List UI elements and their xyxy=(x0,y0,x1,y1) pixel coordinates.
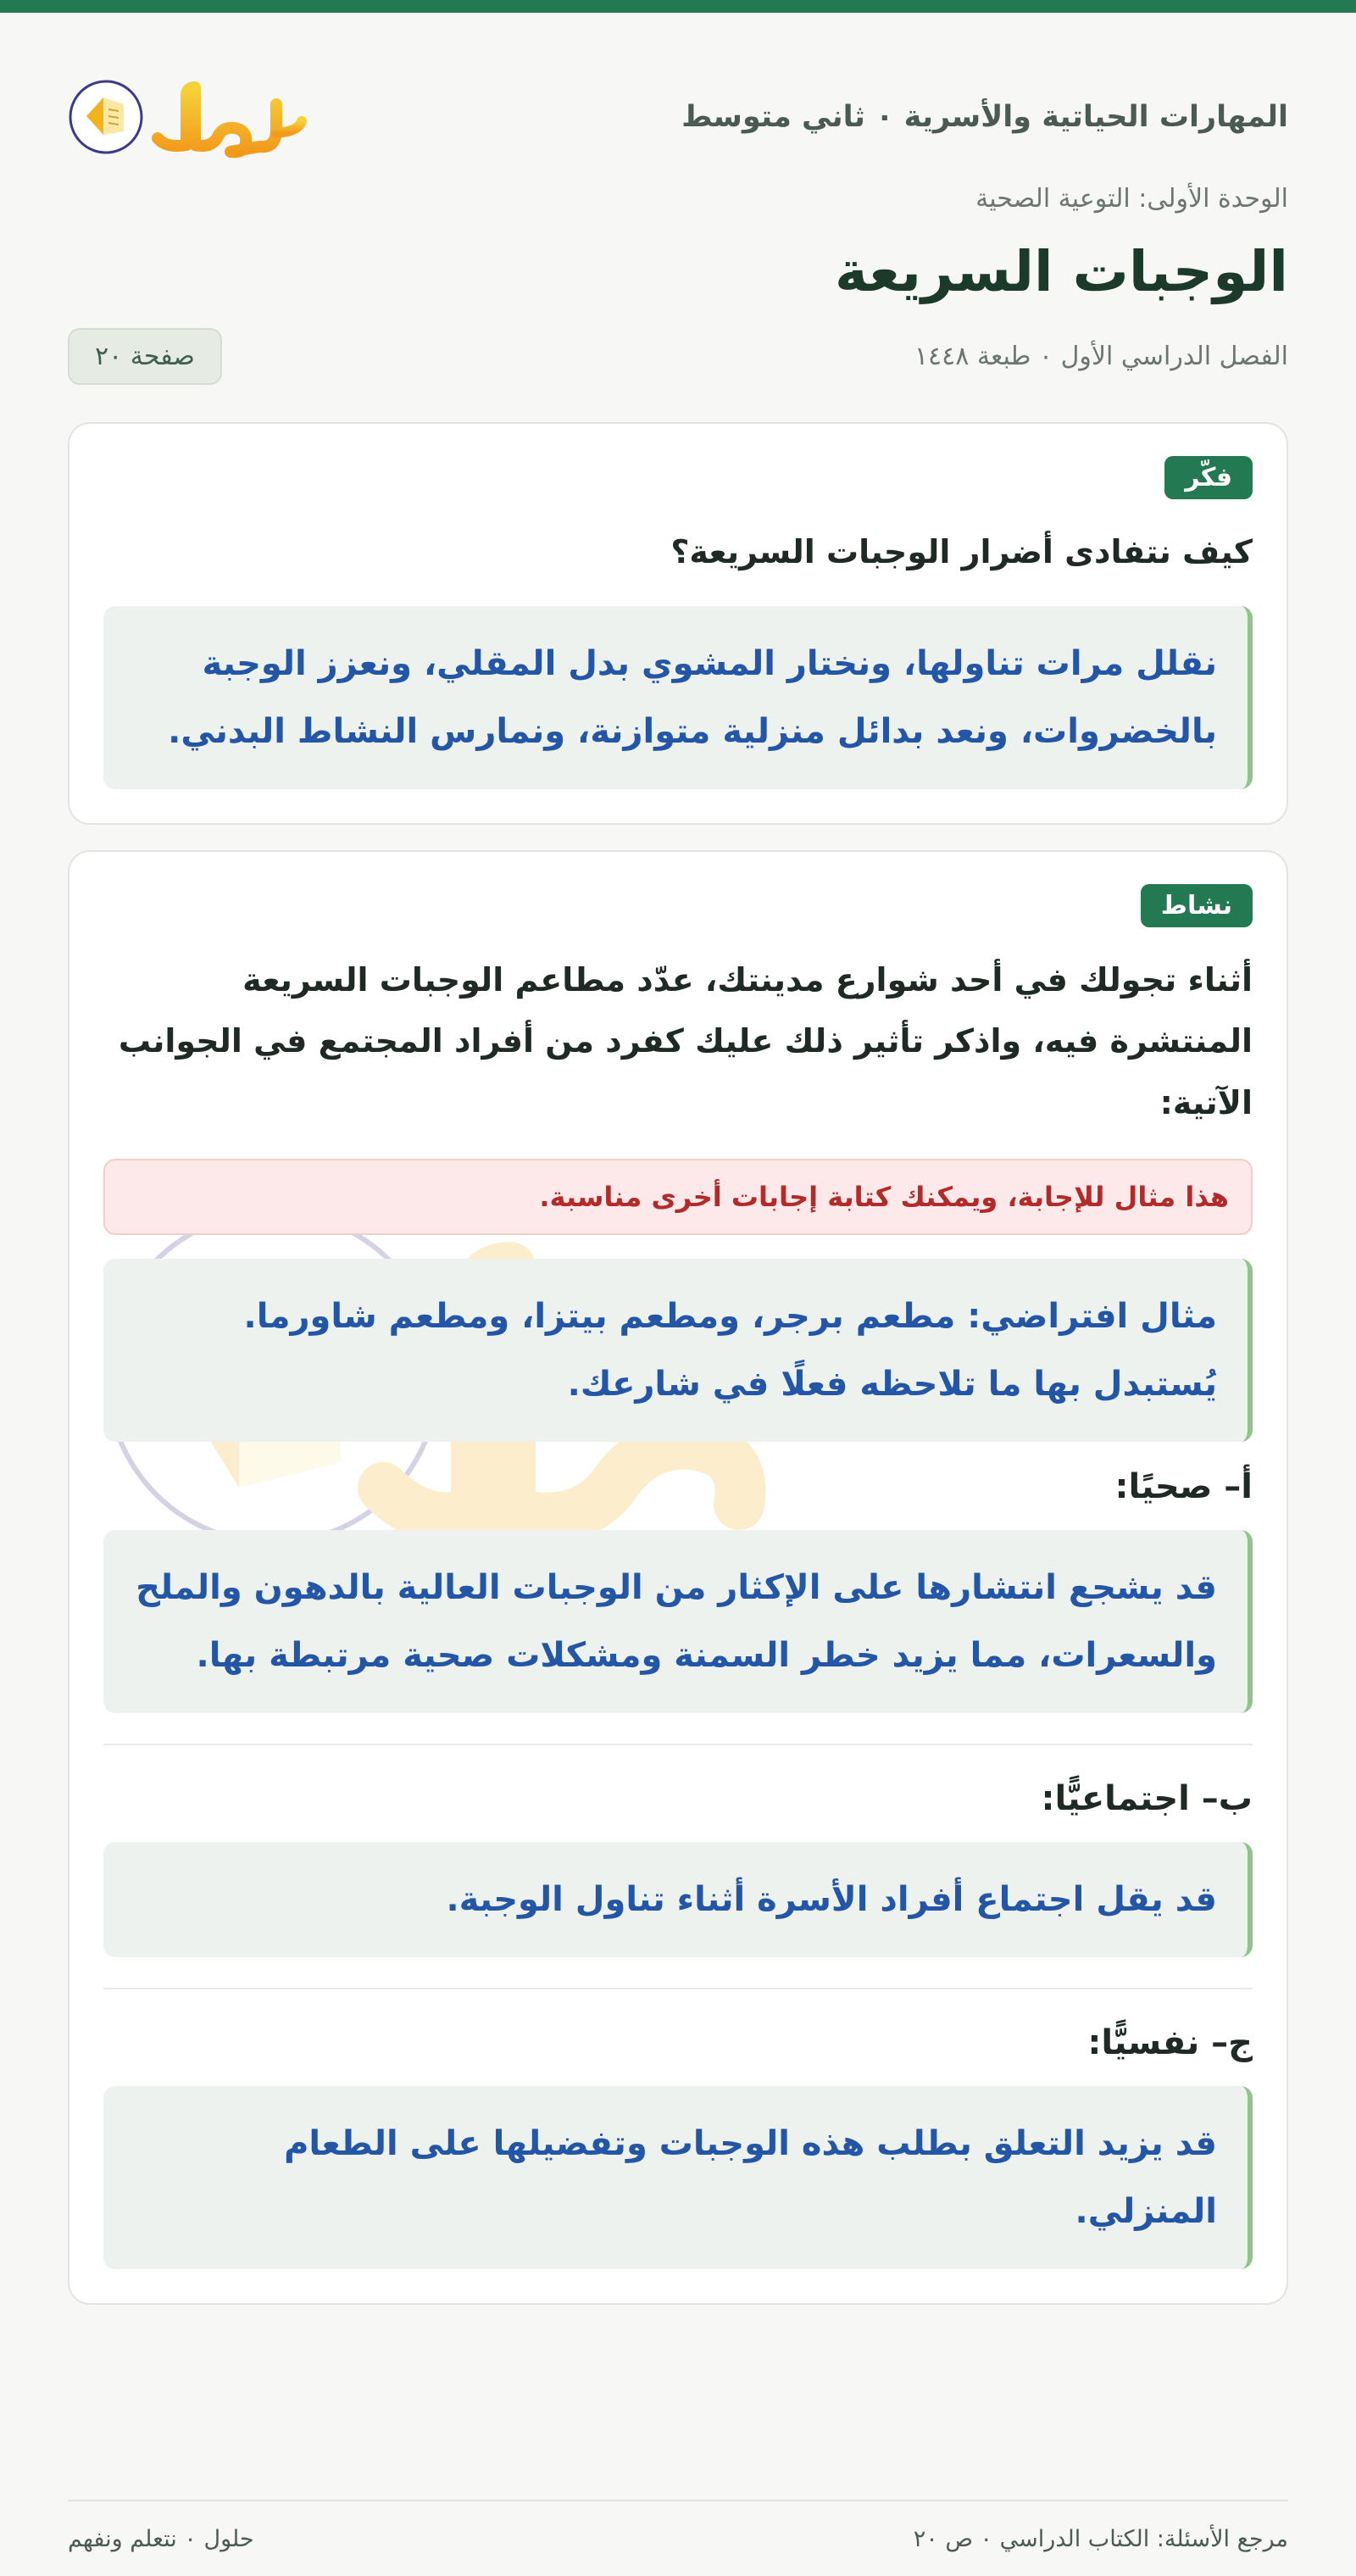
footer-reference: مرجع الأسئلة: الكتاب الدراسي ٠ ص ٢٠ xyxy=(913,2525,1288,2552)
aspect-social-label: ب– اجتماعيًّا: xyxy=(1041,1778,1253,1818)
aspect-social-answer: قد يقل اجتماع أفراد الأسرة أثناء تناول الوجبة. xyxy=(103,1842,1253,1957)
aspect-health-answer: قد يشجع انتشارها على الإكثار من الوجبات العالية بالدهون والملح والسعرات، مما يزيد خطر السمنة ومشكلات صحية مرتبطة بها. xyxy=(103,1530,1253,1713)
top-accent-bar xyxy=(0,0,1356,13)
activity-question: أثناء تجولك في أحد شوارع مدينتك، عدّد مطاعم الوجبات السريعة المنتشرة فيه، واذكر تأثير ذلك عليك كفرد من أفراد المجتمع في الجوانب الآتية: xyxy=(118,961,1253,1121)
page xyxy=(68,13,1288,2576)
unit-label: الوحدة الأولى: التوعية الصحية xyxy=(975,184,1288,214)
think-answer: نقلل مرات تناولها، ونختار المشوي بدل المقلي، ونعزز الوجبة بالخضروات، ونعد بدائل منزلية متوازنة، ونمارس النشاط البدني. xyxy=(103,606,1253,789)
example-note: هذا مثال للإجابة، ويمكنك كتابة إجابات أخرى مناسبة. xyxy=(103,1159,1253,1235)
semester-edition: الفصل الدراسي الأول ٠ طبعة ١٤٤٨ xyxy=(914,342,1288,371)
meta-row xyxy=(68,328,1288,385)
think-question: كيف نتفادى أضرار الوجبات السريعة؟ xyxy=(670,533,1253,570)
think-card xyxy=(68,422,1288,825)
aspect-health-label: أ– صحيًا: xyxy=(1114,1466,1253,1506)
aspect-psych-label: ج– نفسيًّا: xyxy=(1087,2022,1253,2062)
example-answer: مثال افتراضي: مطعم برجر، ومطعم بيتزا، ومطعم شاورما. يُستبدل بها ما تلاحظه فعلًا في شارعك. xyxy=(103,1259,1253,1442)
subject-title: المهارات الحياتية والأسرية ٠ ثاني متوسط xyxy=(681,99,1288,134)
page-number-badge: صفحة ٢٠ xyxy=(68,328,222,385)
page-title: الوجبات السريعة xyxy=(834,239,1288,304)
page-header xyxy=(68,13,1288,199)
brand-logo[interactable] xyxy=(68,70,310,164)
footer-brand: حلول ٠ نتعلم ونفهم xyxy=(68,2525,254,2552)
logo-book-icon xyxy=(68,79,144,155)
think-tag: فكّر xyxy=(1164,456,1253,499)
activity-card xyxy=(68,850,1288,2305)
page-footer xyxy=(68,2500,1288,2576)
logo-wordmark xyxy=(149,70,310,164)
divider xyxy=(103,1988,1253,1989)
activity-tag: نشاط xyxy=(1141,884,1253,927)
aspect-psych-answer: قد يزيد التعلق بطلب هذه الوجبات وتفضيلها على الطعام المنزلي. xyxy=(103,2086,1253,2269)
divider xyxy=(103,1744,1253,1745)
